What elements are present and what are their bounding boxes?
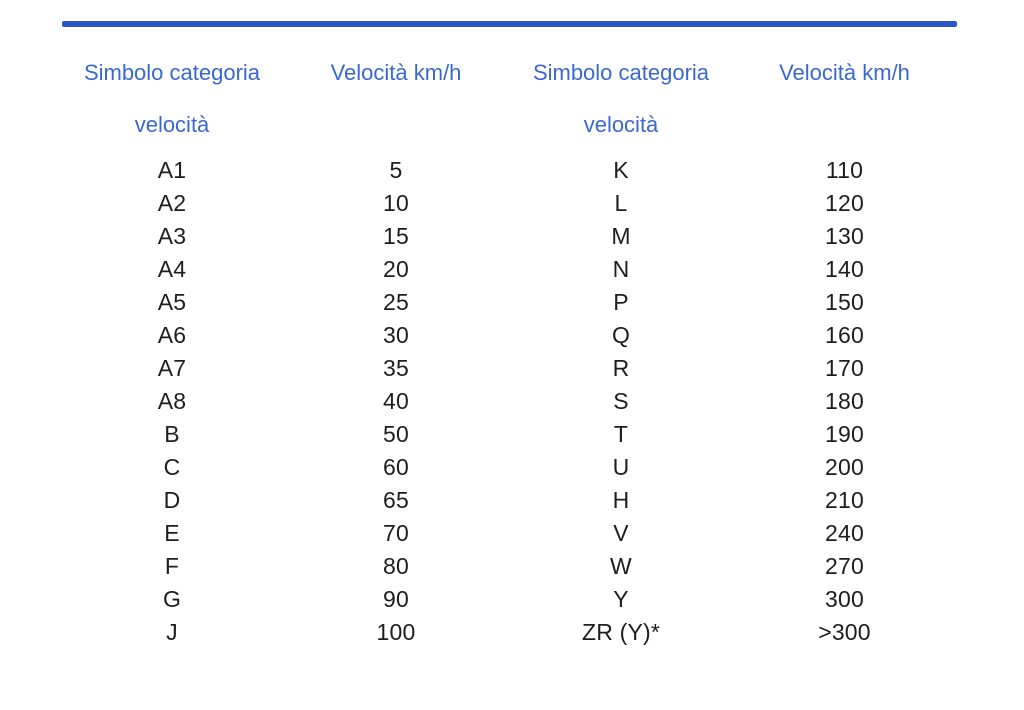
speed-symbol-cell: A7 <box>157 355 187 381</box>
table-row <box>62 187 957 220</box>
speed-symbol-cell: A8 <box>157 388 187 414</box>
speed-symbol-cell: ZR (Y)* <box>581 619 661 645</box>
speed-value-cell: 200 <box>825 454 864 480</box>
speed-symbol-cell: A4 <box>157 256 187 282</box>
header-line: velocità <box>134 112 210 137</box>
speed-symbol-cell: V <box>613 520 629 546</box>
speed-value-cell: 190 <box>825 421 864 447</box>
speed-value-cell: 150 <box>825 289 864 315</box>
table-row <box>62 319 957 352</box>
speed-value-cell: 300 <box>825 586 864 612</box>
speed-symbol-cell: A6 <box>157 322 187 348</box>
header-symbol-right <box>510 34 732 138</box>
table-body <box>62 154 957 649</box>
speed-value-cell: 210 <box>825 487 864 513</box>
header-speed-right <box>732 34 957 138</box>
table-row <box>62 583 957 616</box>
speed-symbol-cell: Y <box>613 586 629 612</box>
top-divider-rule <box>62 21 957 27</box>
speed-symbol-cell: J <box>166 619 178 645</box>
header-line: Velocità km/h <box>779 60 910 85</box>
speed-symbol-cell: E <box>164 520 180 546</box>
speed-value-cell: 15 <box>383 223 409 249</box>
speed-value-cell: 40 <box>383 388 409 414</box>
speed-value-cell: 240 <box>825 520 864 546</box>
table-row <box>62 517 957 550</box>
speed-symbol-cell: A3 <box>157 223 187 249</box>
table-row <box>62 154 957 187</box>
speed-value-cell: 80 <box>383 553 409 579</box>
speed-value-cell: 10 <box>383 190 409 216</box>
speed-symbol-cell: A5 <box>157 289 187 315</box>
speed-symbol-cell: G <box>162 586 182 612</box>
header-speed-left <box>282 34 510 138</box>
table-row <box>62 385 957 418</box>
speed-symbol-cell: L <box>614 190 628 216</box>
table-header-row <box>62 34 957 138</box>
speed-symbol-cell: D <box>163 487 181 513</box>
speed-symbol-cell: C <box>163 454 181 480</box>
speed-symbol-cell: M <box>611 223 631 249</box>
speed-symbol-cell: H <box>612 487 630 513</box>
speed-value-cell: 65 <box>383 487 409 513</box>
table-row <box>62 550 957 583</box>
header-line: Simbolo categoria <box>532 60 710 85</box>
speed-symbol-cell: R <box>612 355 630 381</box>
speed-value-cell: 140 <box>825 256 864 282</box>
speed-symbol-cell: Q <box>611 322 631 348</box>
speed-value-cell: 30 <box>383 322 409 348</box>
speed-rating-table <box>62 34 957 649</box>
speed-symbol-cell: A1 <box>157 157 187 183</box>
speed-value-cell: 35 <box>383 355 409 381</box>
table-row <box>62 484 957 517</box>
speed-symbol-cell: N <box>612 256 630 282</box>
speed-value-cell: >300 <box>818 619 871 645</box>
speed-value-cell: 100 <box>376 619 416 645</box>
header-line: Velocità km/h <box>330 60 462 85</box>
speed-value-cell: 50 <box>383 421 409 447</box>
speed-value-cell: 120 <box>825 190 864 216</box>
speed-symbol-cell: U <box>612 454 630 480</box>
table-row <box>62 616 957 649</box>
speed-symbol-cell: K <box>613 157 629 183</box>
table-row <box>62 352 957 385</box>
speed-symbol-cell: A2 <box>157 190 187 216</box>
speed-symbol-cell: W <box>610 553 632 579</box>
table-row <box>62 451 957 484</box>
speed-value-cell: 90 <box>383 586 409 612</box>
speed-value-cell: 70 <box>383 520 409 546</box>
speed-symbol-cell: S <box>613 388 629 414</box>
speed-value-cell: 160 <box>825 322 864 348</box>
table-row <box>62 220 957 253</box>
speed-symbol-cell: F <box>164 553 180 579</box>
table-row <box>62 418 957 451</box>
header-line: velocità <box>583 112 659 137</box>
speed-value-cell: 110 <box>825 157 864 183</box>
header-line: Simbolo categoria <box>83 60 261 85</box>
speed-value-cell: 170 <box>825 355 864 381</box>
speed-value-cell: 60 <box>383 454 409 480</box>
speed-value-cell: 20 <box>383 256 409 282</box>
table-row <box>62 286 957 319</box>
speed-symbol-cell: B <box>164 421 180 447</box>
speed-symbol-cell: T <box>613 421 629 447</box>
speed-value-cell: 130 <box>825 223 864 249</box>
speed-value-cell: 5 <box>389 157 403 183</box>
speed-value-cell: 180 <box>825 388 864 414</box>
table-row <box>62 253 957 286</box>
header-symbol-left <box>62 34 282 138</box>
speed-symbol-cell: P <box>613 289 629 315</box>
speed-value-cell: 270 <box>825 553 864 579</box>
speed-value-cell: 25 <box>383 289 409 315</box>
